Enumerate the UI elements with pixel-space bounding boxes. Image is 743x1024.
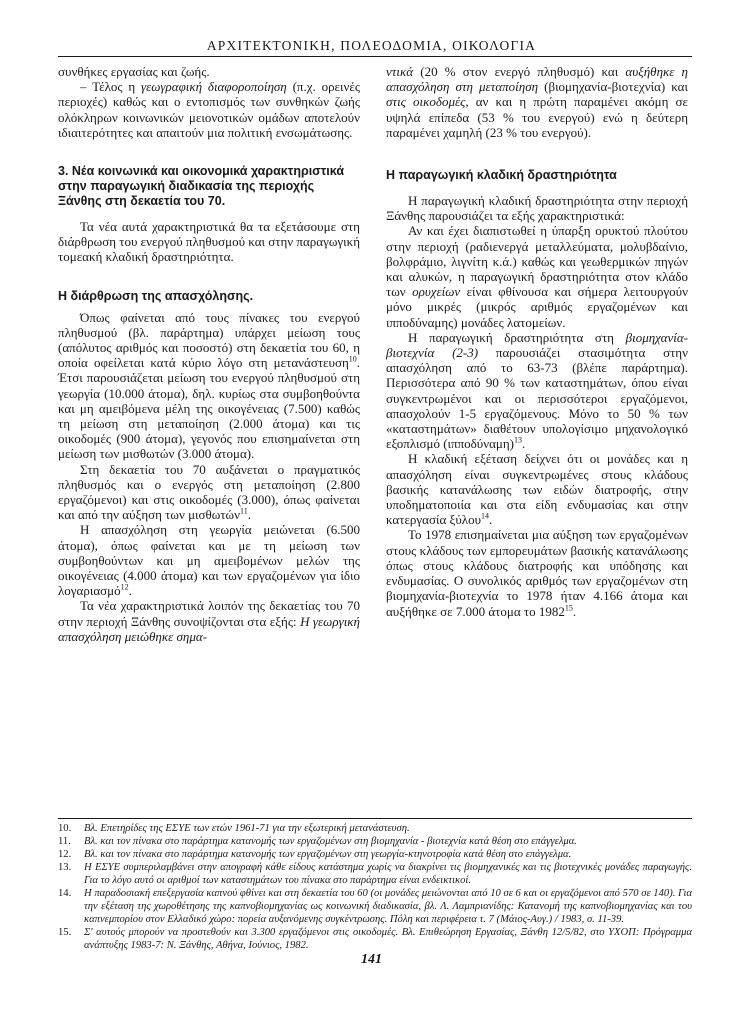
paragraph: Αν και έχει διαπιστωθεί η ύπαρξη ορυκτού πλούτου στην περιοχή (ραδιενεργά μεταλλεύματα, μολυβδαίνιο, βολφράμιο, λιγνίτη κ.ά.) καθώς και γεωθερμικών πηγών και αλυκών, η παραγωγική δραστηριότητα στον κλάδο των ορυχείων είναι φθίνουσα και σήμερα λειτουργούν μόνο μικρές (μικρός αριθμός εργαζομένων και ιπποδύναμης) μονάδες λατομείων.: [386, 223, 688, 330]
section-heading: Η παραγωγική κλαδική δραστηριότητα: [386, 168, 617, 183]
page-number: 141: [361, 952, 382, 967]
paragraph: Η κλαδική εξέταση δείχνει ότι οι μονάδες και η απασχόληση είναι συγκεντρωμένες στους κλάδους βασικής κατανάλωσης των ειδών διατροφής, στην υποδηματοποιία και στα είδη ενδυμασίας και στην κατεργασία ξύλου$^{14}$.: [386, 451, 688, 528]
paragraph: – Τέλος η γεωγραφική διαφοροποίηση (π.χ. ορεινές περιοχές) καθώς και ο εντοπισμός των συνθηκών ζωής ολόκληρων κοινωνικών μειονοτικών ομάδων αποτελούν ιδιαιτερότητες και απαιτούν μια πολιτική ενσωμάτωσης.: [58, 79, 360, 140]
paragraph: Η παραγωγική κλαδική δραστηριότητα στην περιοχή Ξάνθης παρουσιάζει τα εξής χαρακτηριστικά:: [386, 193, 688, 224]
paragraph: Το 1978 επισημαίνεται μια αύξηση των εργαζομένων στους κλάδους των εμπορευμάτων βασικής κατανάλωσης όπως στους κλάδους διατροφής και υπόδησης και ενδυμασίας. Ο συνολικός αριθμός των εργαζομένων στη βιομηχανία-βιοτεχνία το 1978 ήταν 4.166 άτομα και αυξήθηκε σε 7.000 άτομα το 1982$^{15}$.: [386, 527, 688, 619]
running-head: ΑΡΧΙΤΕΚΤΟΝΙΚΗ, ΠΟΛΕΟΔΟΜΙΑ, ΟΙΚΟΛΟΓΙΑ: [206, 38, 537, 53]
paragraph: Τα νέα χαρακτηριστικά λοιπόν της δεκαετίας του 70 στην περιοχή Ξάνθης συνοψίζονται στα εξής: Η γεωργική απασχόληση μειώθηκε σημα-: [58, 598, 360, 644]
paragraph: Η παραγωγική δραστηριότητα στη βιομηχανία-βιοτεχνία (2-3) παρουσιάζει στασιμότητα στην απασχόληση από το 63-73 (βλέπε παράρτημα). Περισσότερα από 90 % των καταστημάτων, όπου είναι συγκεντρωμένοι και οι περισσότεροι εργαζόμενοι, απασχολούν 1-5 εργαζόμενους. Μόνο το 50 % των «καταστημάτων» διαθέτουν υπολογίσιμο μηχανολογικό εξοπλισμό $(\iota\pi\pi o\delta ύ\nu\alpha\mu\eta)^{13}$.: [386, 329, 688, 452]
footnote: 14. Η παραδοσιακή επεξεργασία καπνού φθίνει και στη δεκαετία του 60 (οι μονάδες μειώνονται από 10 σε 6 και οι εργαζόμενοι από 570 σε 140). Για την εξέταση της χωροθέτησης της καπνοβιομηχανίας ως κοινωνική διαδικασία, βλ. Λ. Λαμπριανίδης: Κατανομή της καπνοβιομηχανίας και του καπνεμπορίου στον Ελλαδικό χώρο: πορεία αυξανόμενης συγκέντρωσης. Πόλη και περιφέρεια τ. 7 (Μάιος-Αυγ.) / 1983, σ. 11-39.: [58, 888, 692, 925]
footnote-rule: [58, 818, 692, 819]
footnote: 11. Βλ. και τον πίνακα στο παράρτημα κατανομής των εργαζομένων στη βιομηχανία - βιοτεχνία κατά θέση στο επάγγελμα.: [58, 836, 577, 847]
paragraph: συνθήκες εργασίας και ζωής.: [58, 64, 210, 79]
footnote: 10. Βλ. Επετηρίδες της ΕΣΥΕ των ετών 1961-71 για την εξωτερική μετανάστευση.: [58, 823, 410, 834]
section-heading: 3. Νέα κοινωνικά και οικονομικά χαρακτηριστικά στην παραγωγική διαδικασία της περιοχής Ξάνθης στη δεκαετία του 70.: [58, 164, 345, 209]
paragraph: Τα νέα αυτά χαρακτηριστικά θα τα εξετάσουμε στη διάρθρωση του ενεργού πληθυσμού και στην παραγωγική τομεακή κλαδική δραστηριότητα.: [58, 219, 360, 265]
paragraph: Η απασχόληση στη γεωργία μειώνεται (6.500 άτομα), όπως φαίνεται και με τη μείωση των συμβοηθούντων και μη αμειβομένων μελών της οικογένειας (4.000 άτομα) και των εργαζομένων για ίδιο λογαριασμό$^{12}$.: [58, 522, 360, 599]
paragraph: ντικά (20 % στον ενεργό πληθυσμό) και αυξήθηκε η απασχόληση στη μεταποίηση (βιομηχανία-βιοτεχνία) και στις οικοδομές, αν και η πρώτη παραμένει ακόμη σε υψηλά επίπεδα (53 % του ενεργού) ενώ η δεύτερη παραμένει χαμηλή (23 % του ενεργού).: [386, 64, 689, 140]
footnote: 15. Σ' αυτούς μπορούν να προστεθούν και 3.300 εργαζόμενοι στις οικοδομές. Βλ. Επιθεώρηση Εργασίας, Ξάνθη 12/5/82, στο ΥΧΟΠ: Πρόγραμμα ανάπτυξης 1983-7: Ν. Ξάνθης, Αθήνα, Ιούνιος, 1982.: [58, 927, 692, 951]
footnote: 13. Η ΕΣΥΕ συμπεριλαμβάνει στην απογραφή κάθε είδους κατάστημα χωρίς να διακρίνει τις βιομηχανικές και τις βιοτεχνικές μονάδες παραγωγής. Για το λόγο αυτό οι αριθμοί των καταστημάτων του πίνακα στο παράρτημα είναι ενδεικτικοί.: [58, 862, 692, 886]
paragraph: Όπως φαίνεται από τους πίνακες του ενεργού πληθυσμού (βλ. παράρτημα) υπάρχει μείωση τους (απόλυτος αριθμός και ποσοστό) στη δεκαετία του 60, η οποία οφείλεται κατά κύριο λόγο στη μετανάστευση$^{10}$. Έτσι παρουσιάζεται μείωση του ενεργού πληθυσμού στη γεωργία (10.000 άτομα), δηλ. κυρίως στα συμβοηθούντα και μη αμειβόμενα μέλη της οικογένειας (7.500) καθώς τη μείωση στη μεταποίηση (2.000 άτομα) και τις οικοδομές (900 άτομα), γεγονός που επισημαίνεται στη μείωση των μισθωτών (3.000 άτομα).: [58, 309, 360, 462]
right-column: [386, 64, 688, 619]
footnotes: [58, 822, 692, 952]
header-rule: [58, 56, 692, 57]
paragraph: Στη δεκαετία του 70 αυξάνεται ο πραγματικός πληθυσμός και ο ενεργός στη μεταποίηση (2.800 εργαζόμενοι) και στις οικοδομές (3.000), όπως φαίνεται και από την αύξηση των μισθωτών$^{11}$.: [58, 461, 360, 523]
left-column: [58, 64, 360, 644]
subsection-heading: Η διάρθρωση της απασχόλησης.: [58, 288, 254, 303]
footnote: 12. Βλ. και τον πίνακα στο παράρτημα κατανομής των εργαζομένων στη γεωργία-κτηνοτροφία κατά θέση στο επάγγελμα.: [58, 849, 572, 860]
